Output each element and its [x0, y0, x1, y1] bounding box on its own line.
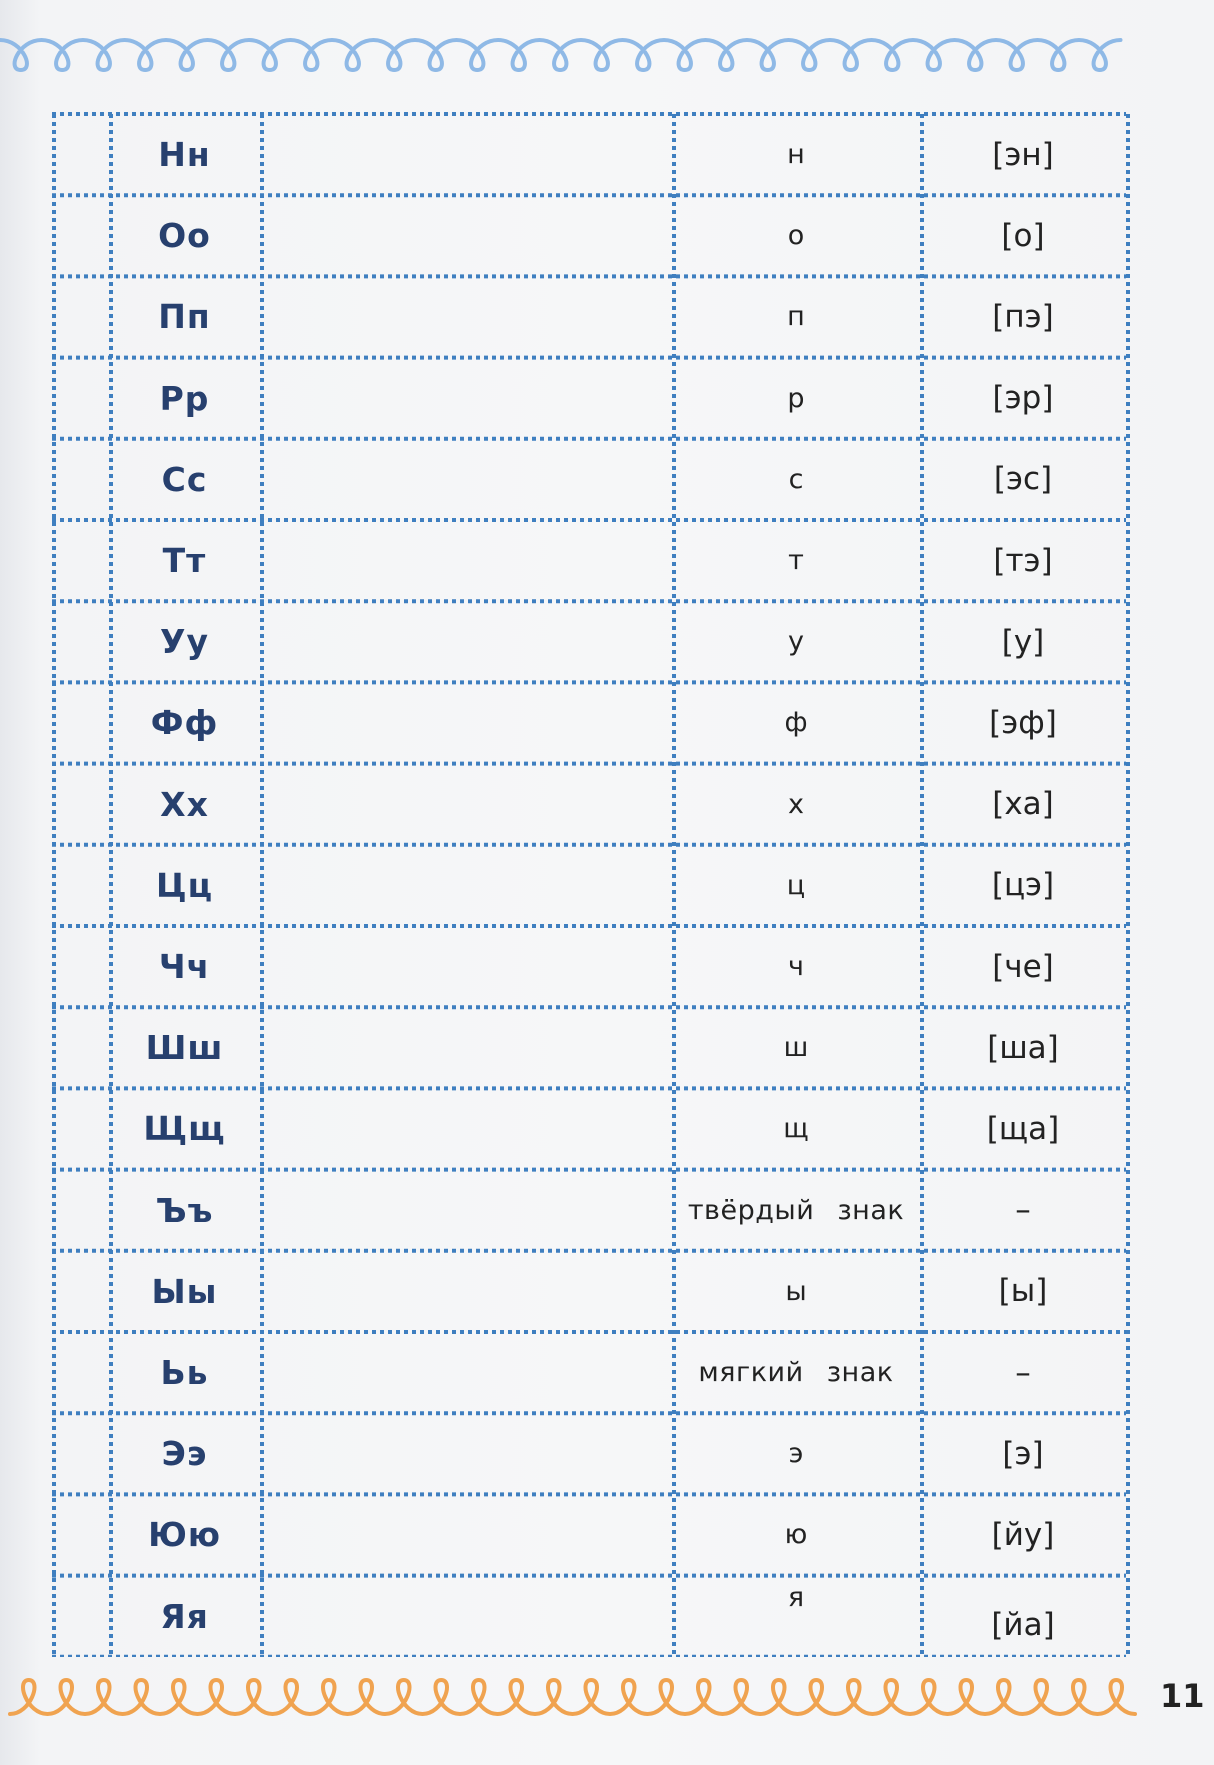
writing-cell: [260, 682, 672, 763]
writing-cell: [260, 1088, 672, 1169]
letter-name-cell: о: [787, 220, 805, 252]
alphabet-table: [52, 112, 1132, 1657]
letter-name-cell: у: [788, 626, 804, 658]
sound-cell: [цэ]: [991, 867, 1055, 904]
writing-cell: [260, 520, 672, 601]
letter-name-cell: ц: [786, 869, 806, 901]
letter-name-cell: ю: [784, 1519, 808, 1551]
sound-cell: [че]: [992, 948, 1054, 985]
top-loop-border: [0, 22, 1214, 82]
writing-cell: [260, 439, 672, 520]
sound-cell: [пэ]: [992, 298, 1054, 335]
sound-cell: [у]: [1001, 623, 1045, 660]
letter-name-cell: мягкий знак: [698, 1357, 894, 1389]
writing-cell: [260, 1251, 672, 1332]
letter-name-cell: ф: [784, 707, 808, 739]
letter-cell: Пп: [158, 297, 211, 337]
sound-cell: [эн]: [992, 136, 1054, 173]
writing-cell: [260, 276, 672, 357]
sound-cell: [эф]: [989, 704, 1057, 741]
writing-cell: [260, 195, 672, 276]
letter-cell: Рр: [159, 378, 210, 418]
letter-name-cell: ы: [785, 1275, 807, 1307]
writing-cell: [260, 1413, 672, 1494]
letter-cell: Сс: [161, 459, 208, 499]
loop-line: [0, 40, 1121, 70]
letter-name-cell: т: [788, 545, 804, 577]
writing-cell: [260, 601, 672, 682]
letter-name-cell: твёрдый знак: [687, 1194, 905, 1226]
letter-name-cell: э: [788, 1438, 804, 1470]
writing-cell: [260, 764, 672, 845]
letter-name-cell: н: [787, 139, 805, 171]
letter-name-cell: р: [787, 382, 805, 414]
bottom-loop-border: [0, 1668, 1214, 1728]
sound-cell: [эр]: [992, 380, 1054, 417]
sound-cell: [тэ]: [993, 542, 1053, 579]
sound-cell: –: [1015, 1192, 1031, 1229]
letter-name-cell: п: [787, 301, 805, 333]
sound-cell: [ша]: [987, 1029, 1059, 1066]
letter-cell: Цц: [155, 865, 214, 905]
page-number: 11: [1160, 1677, 1205, 1715]
letter-name-cell: я: [787, 1581, 805, 1613]
letter-name-cell: с: [788, 463, 804, 495]
letter-cell: Ьь: [160, 1353, 209, 1393]
letter-cell: Юю: [148, 1515, 221, 1555]
sound-cell: [йа]: [991, 1606, 1055, 1643]
letter-cell: Хх: [160, 784, 209, 824]
letter-name-cell: ш: [783, 1032, 809, 1064]
writing-cell: [260, 1332, 672, 1413]
letter-cell: Шш: [145, 1028, 224, 1068]
letter-name-cell: щ: [783, 1113, 809, 1145]
writing-cell: [260, 358, 672, 439]
letter-cell: Тт: [162, 541, 207, 581]
letter-cell: Уу: [160, 622, 209, 662]
writing-cell: [260, 1494, 672, 1575]
sound-cell: –: [1015, 1354, 1031, 1391]
writing-cell: [260, 926, 672, 1007]
writing-cell: [260, 845, 672, 926]
letter-cell: Нн: [158, 135, 211, 175]
letter-cell: Чч: [158, 947, 211, 987]
writing-cell: [260, 1007, 672, 1088]
letter-cell: Щщ: [143, 1109, 226, 1149]
sound-cell: [ща]: [986, 1110, 1060, 1147]
loop-line: [10, 1680, 1135, 1714]
letter-cell: Яя: [160, 1596, 209, 1636]
letter-name-cell: ч: [788, 951, 804, 983]
letter-cell: Фф: [150, 703, 219, 743]
sound-cell: [о]: [1001, 217, 1045, 254]
letter-name-cell: х: [788, 788, 804, 820]
letter-cell: Ээ: [161, 1434, 208, 1474]
writing-cell: [260, 114, 672, 195]
sound-cell: [ы]: [998, 1273, 1048, 1310]
sound-cell: [эс]: [993, 461, 1053, 498]
letter-cell: Ъъ: [155, 1190, 214, 1230]
letter-cell: Оо: [158, 216, 211, 256]
sound-cell: [ха]: [992, 786, 1054, 823]
writing-cell: [260, 1576, 672, 1657]
sound-cell: [йу]: [991, 1516, 1055, 1553]
sound-cell: [э]: [1002, 1435, 1044, 1472]
letter-cell: Ыы: [151, 1271, 218, 1311]
writing-cell: [260, 1170, 672, 1251]
